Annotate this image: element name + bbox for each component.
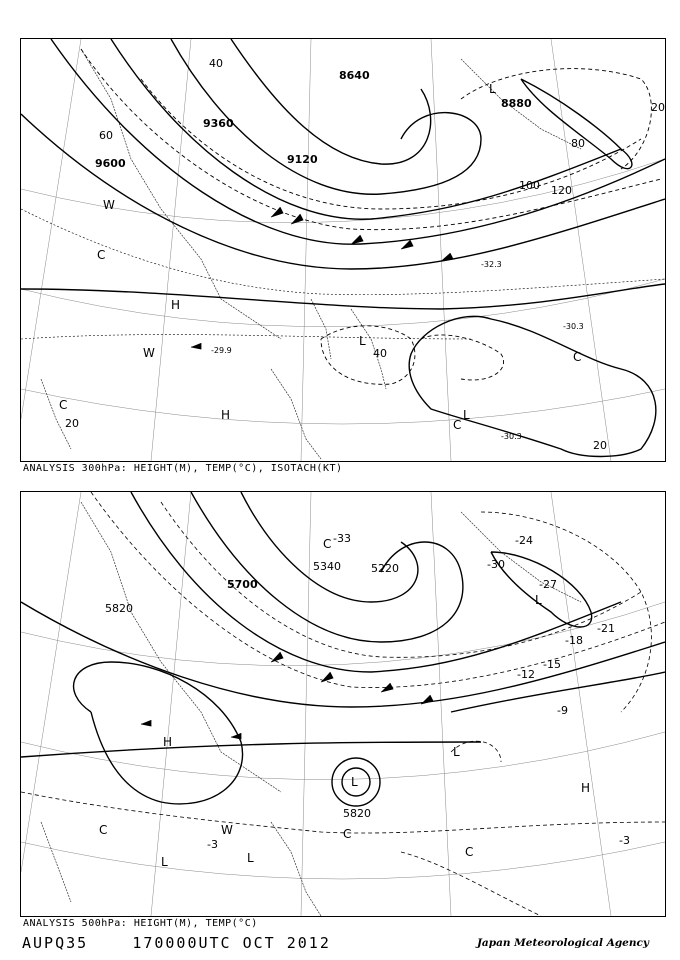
height-label: 5820 (343, 807, 371, 820)
valid-time: 170000UTC OCT 2012 (132, 934, 331, 952)
height-label: 5340 (313, 560, 341, 573)
caption-500hpa: ANALYSIS 500hPa: HEIGHT(M), TEMP(°C) (23, 918, 258, 929)
isotach-label: 20 (65, 417, 79, 430)
isotach-label: 100 (519, 179, 540, 192)
isotach-label: 20 (593, 439, 607, 452)
height-label: 5700 (227, 578, 258, 591)
coastlines (41, 49, 581, 459)
isotachs (81, 49, 661, 384)
temp-label: -30 (487, 558, 505, 571)
map-panel-300hpa (20, 38, 666, 462)
cold-marker: C (99, 823, 108, 837)
map-panel-500hpa (20, 491, 666, 917)
isotach-label: 120 (551, 184, 572, 197)
warm-marker: W (143, 346, 155, 360)
temp-label: -29.9 (211, 346, 232, 355)
height-label: 9120 (287, 153, 318, 166)
temp-label: -12 (517, 668, 535, 681)
isotach-label: 20 (651, 101, 665, 114)
map-500hpa-svg (21, 492, 665, 916)
cold-marker: C (323, 537, 332, 551)
low-pressure-center: L (535, 593, 542, 607)
map-300hpa-labels (59, 57, 665, 452)
temp-label: -32.3 (481, 260, 502, 269)
temp-label: -27 (539, 578, 557, 591)
low-pressure-center: L (489, 82, 496, 96)
low-pressure-center: L (351, 775, 358, 789)
isotach-label: 80 (571, 137, 585, 150)
agency-name: Japan Meteorological Agency (476, 937, 649, 949)
temp-label: -30.3 (563, 322, 584, 331)
height-label: 8640 (339, 69, 370, 82)
temp-label: -3 (207, 838, 218, 851)
height-label: 9600 (95, 157, 126, 170)
temp-label: -15 (543, 658, 561, 671)
temp-label: -24 (515, 534, 533, 547)
height-label: 5820 (105, 602, 133, 615)
cold-marker: C (465, 845, 474, 859)
warm-marker: W (221, 823, 233, 837)
height-label: 8880 (501, 97, 532, 110)
cold-marker: C (59, 398, 68, 412)
temp-label: -18 (565, 634, 583, 647)
cold-marker: C (343, 827, 352, 841)
isotach-label: 40 (373, 347, 387, 360)
low-pressure-center: L (463, 408, 470, 422)
temp-label: -9 (557, 704, 568, 717)
temp-label: -30.3 (501, 432, 522, 441)
cold-marker: C (573, 350, 582, 364)
high-pressure-center: H (581, 781, 591, 795)
graticule (21, 492, 665, 916)
low-pressure-center: L (453, 745, 460, 759)
wind-barbs (141, 652, 433, 739)
cold-marker: C (453, 418, 462, 432)
height-label: 9360 (203, 117, 234, 130)
product-header (22, 934, 331, 952)
isotach-label: 40 (209, 57, 223, 70)
caption-300hpa: ANALYSIS 300hPa: HEIGHT(M), TEMP(°C), ISOTACH(KT) (23, 463, 343, 474)
wind-barbs (191, 207, 453, 349)
high-pressure-center: H (163, 735, 173, 749)
temp-label: -3 (619, 834, 630, 847)
temp-label: -33 (333, 532, 351, 545)
cold-marker: C (97, 248, 106, 262)
low-pressure-center: L (247, 851, 254, 865)
high-pressure-center: H (221, 408, 231, 422)
map-500hpa-labels (99, 532, 630, 869)
product-code: AUPQ35 (22, 934, 89, 952)
low-pressure-center: L (359, 334, 366, 348)
isotach-label: 60 (99, 129, 113, 142)
map-300hpa-svg (21, 39, 665, 461)
height-contours (21, 39, 665, 457)
low-pressure-center: L (161, 855, 168, 869)
warm-marker: W (103, 198, 115, 212)
graticule (21, 39, 665, 461)
height-label: 5220 (371, 562, 399, 575)
high-pressure-center: H (171, 298, 181, 312)
temp-label: -21 (597, 622, 615, 635)
isotherms (21, 492, 665, 916)
